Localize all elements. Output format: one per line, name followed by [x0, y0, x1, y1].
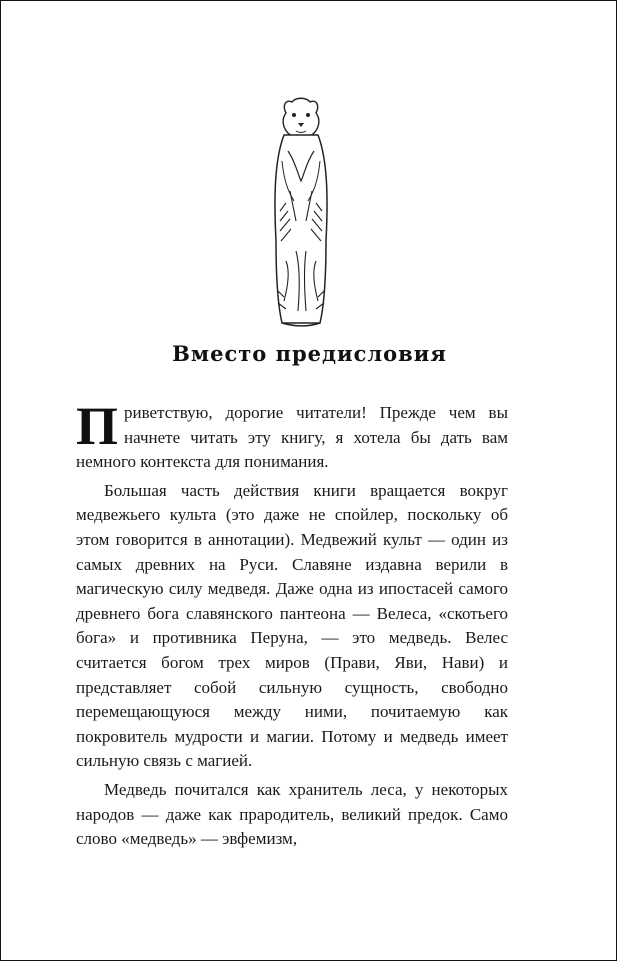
- paragraph-1-text: риветствую, дорогие читатели! Прежде чем вы начнете читать эту книгу, я хотела бы дать вам немного контекста для понимания.: [76, 403, 508, 472]
- paragraph-2: Большая часть действия книги вращается вокруг медвежьего культа (это даже не спойлер, поскольку об этом говорится в аннотации). Медвежий культ — один из самых древних на Руси. Славяне издавна верили в магическую силу медведя. Даже одна из ипостасей самого древнего бога славянского пантеона — Велеса, «скотьего бога» и противника Перуна, — это медведь. Велес считается богом трех миров (Прави, Яви, Нави) и представляет собой сильную сущность, свободно перемещающуюся между ними, почитаемую как покровитель мудрости и магии. Потому и медведь имеет сильную связь с магией.: [76, 480, 508, 771]
- chapter-title: Вместо предисловия: [172, 341, 447, 366]
- paragraph-3: Медведь почитался как хранитель леса, у некоторых народов — даже как прародитель, великий предок. Само слово «медведь» — эвфемизм,: [76, 779, 508, 849]
- carved-bear-figure-icon: [256, 91, 346, 331]
- paragraph-1: [76, 396, 508, 475]
- drop-cap: П: [76, 396, 119, 456]
- chapter-body: [76, 396, 508, 852]
